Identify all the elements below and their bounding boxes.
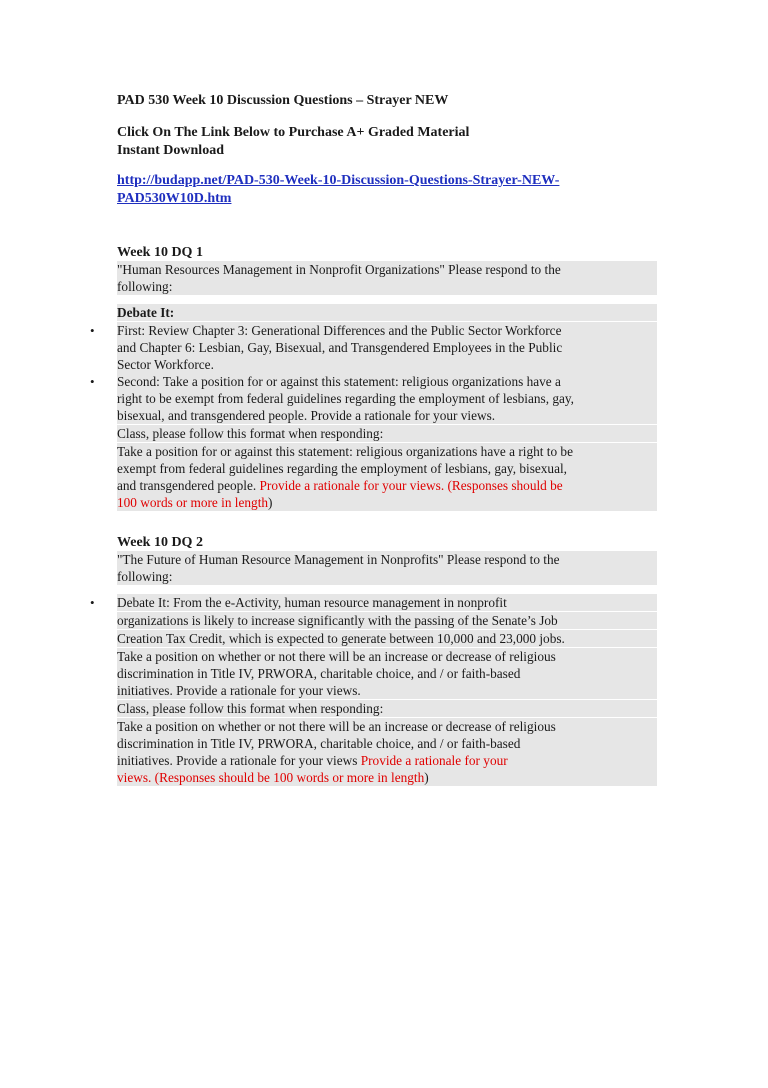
purchase-link[interactable] — [117, 172, 657, 208]
document-content — [90, 92, 657, 786]
dq2-bullet-line-6: initiatives. Provide a rationale for your views. — [117, 682, 657, 700]
dq1-take-line-2: exempt from federal guidelines regarding the employment of lesbians, gay, bisexual, — [117, 461, 567, 476]
dq1-heading: Week 10 DQ 1 — [117, 245, 203, 260]
dq2-bullet-line-1: Debate It: From the e-Activity, human resource management in nonprofit — [117, 594, 657, 612]
dq2-take-line-4 — [117, 769, 657, 786]
dq1-response-instructions — [117, 443, 657, 511]
dq1-bullet-1-line-1: First: Review Chapter 3: Generational Differences and the Public Sector Workforce — [117, 323, 562, 338]
purchase-instructions — [117, 124, 657, 160]
dq1-length-red: 100 words or more in length — [117, 495, 269, 510]
dq2-rationale-red: Provide a rationale for your — [360, 753, 508, 768]
dq1-take-line-3-black: and transgendered people. — [117, 478, 260, 493]
dq1-bullet-1 — [90, 322, 657, 373]
dq2-take-line-1: Take a position on whether or not there will be an increase or decrease of religious — [117, 719, 556, 734]
dq2-take-line-3 — [117, 752, 657, 769]
dq2-bullet-line-3: Creation Tax Credit, which is expected to generate between 10,000 and 23,000 jobs. — [117, 630, 657, 648]
dq2-close-paren: ) — [424, 770, 429, 785]
dq1-bullet-2 — [90, 373, 657, 425]
dq1-close-paren: ) — [268, 495, 273, 510]
dq2-heading: Week 10 DQ 2 — [117, 535, 203, 550]
bullet-icon: • — [90, 374, 95, 389]
dq2-bullet-line-5: discrimination in Title IV, PRWORA, charitable choice, and / or faith-based — [117, 666, 521, 681]
dq2-prompt — [117, 551, 657, 585]
purchase-link-line-2[interactable]: PAD530W10D.htm — [117, 191, 232, 206]
dq1-take-line-1: Take a position for or against this statement: religious organizations have a right to be — [117, 444, 573, 459]
dq2-format-line: Class, please follow this format when responding: — [117, 700, 657, 718]
dq2-take-line-2: discrimination in Title IV, PRWORA, charitable choice, and / or faith-based — [117, 736, 521, 751]
dq1-format-line: Class, please follow this format when responding: — [117, 425, 657, 443]
purchase-line-2: Instant Download — [117, 143, 224, 158]
dq2-response-instructions — [117, 718, 657, 786]
dq2-section — [90, 534, 657, 786]
dq1-debate-label: Debate It: — [117, 304, 657, 322]
purchase-line-1: Click On The Link Below to Purchase A+ Graded Material — [117, 125, 470, 140]
dq2-prompt-line-1: "The Future of Human Resource Management in Nonprofits" Please respond to the — [117, 552, 560, 567]
dq1-bullet-1-line-3: Sector Workforce. — [117, 357, 214, 372]
dq1-take-line-3 — [117, 477, 657, 494]
dq2-bullet-line-2: organizations is likely to increase significantly with the passing of the Senate’s Job — [117, 612, 657, 630]
purchase-link-line-1[interactable]: http://budapp.net/PAD-530-Week-10-Discussion-Questions-Strayer-NEW- — [117, 173, 560, 188]
dq1-bullet-2-line-2: right to be exempt from federal guidelines regarding the employment of lesbians, gay, — [117, 391, 575, 406]
dq2-bullet-line-4: Take a position on whether or not there will be an increase or decrease of religious — [117, 649, 556, 664]
dq1-rationale-red: Provide a rationale for your views. (Responses should be — [259, 478, 563, 493]
dq1-prompt — [117, 261, 657, 295]
dq2-prompt-line-2: following: — [117, 569, 173, 584]
dq1-bullet-2-line-3: bisexual, and transgendered people. Provide a rationale for your views. — [117, 407, 657, 425]
dq1-bullet-1-line-2: and Chapter 6: Lesbian, Gay, Bisexual, and Transgendered Employees in the Public — [117, 340, 563, 355]
dq1-bullet-2-line-1: Second: Take a position for or against this statement: religious organizations have a — [117, 374, 561, 389]
dq2-length-red: views. (Responses should be 100 words or more in length — [117, 770, 425, 785]
document-title: PAD 530 Week 10 Discussion Questions – Strayer NEW — [117, 93, 449, 108]
dq1-section — [90, 244, 657, 511]
dq2-bullet — [90, 594, 657, 700]
dq1-take-line-4 — [117, 494, 657, 511]
dq1-prompt-line-1: "Human Resources Management in Nonprofit Organizations" Please respond to the — [117, 262, 561, 277]
dq1-prompt-line-2: following: — [117, 279, 173, 294]
dq2-take-line-3-black: initiatives. Provide a rationale for your views — [117, 753, 361, 768]
bullet-icon: • — [90, 595, 95, 610]
bullet-icon: • — [90, 323, 95, 338]
